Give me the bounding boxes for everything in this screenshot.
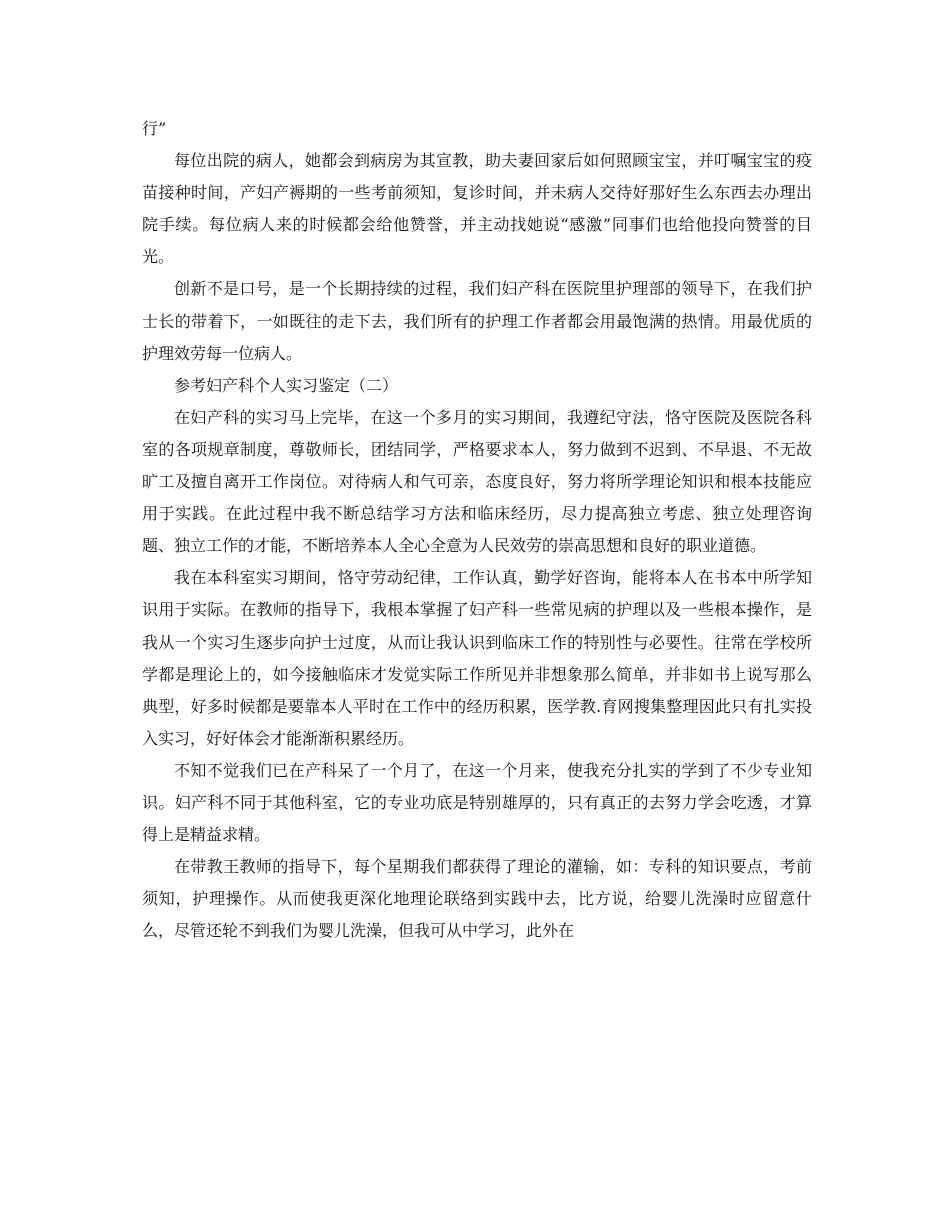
paragraph: 创新不是口号，是一个长期持续的过程，我们妇产科在医院里护理部的领导下，在我们护士长的带着下，一如既往的走下去，我们所有的护理工作者都会用最饱满的热情。用最优质的护理效劳每一位病人。 (142, 279, 812, 363)
paragraph: 每位出院的病人，她都会到病房为其宣教，助夫妻回家后如何照顾宝宝，并叮嘱宝宝的疫苗接种时间，产妇产褥期的一些考前须知，复诊时间，并未病人交待好那好生么东西去办理出院手续。每位病人来的时候都会给他赞誉，并主动找她说“感激”同事们也给他投向赞誉的目光。 (142, 151, 812, 267)
paragraph-continuation: 行” (142, 119, 167, 138)
paragraph: 在妇产科的实习马上完毕，在这一个多月的实习期间，我遵纪守法，恪守医院及医院各科室的各项规章制度，尊敬师长，团结同学，严格要求本人，努力做到不迟到、不早退、不无故旷工及擅自离开工作岗位。对待病人和气可亲，态度良好，努力将所学理论知识和根本技能应用于实践。在此过程中我不断总结学习方法和临床经历，尽力提高独立考虑、独立处理咨询题、独立工作的才能，不断培养本人全心全意为人民效劳的崇高思想和良好的职业道德。 (142, 407, 812, 556)
document-body (142, 113, 812, 947)
paragraph: 在带教王教师的指导下，每个星期我们都获得了理论的灌输，如：专科的知识要点，考前须知，护理操作。从而使我更深化地理论联络到实践中去，比方说，给婴儿洗澡时应留意什么，尽管还轮不到我们为婴儿洗澡，但我可从中学习，此外在 (142, 857, 812, 941)
paragraph: 不知不觉我们已在产科呆了一个月了，在这一个月来，使我充分扎实的学到了不少专业知识。妇产科不同于其他科室，它的专业功底是特别雄厚的，只有真正的去努力学会吃透，才算得上是精益求精。 (142, 760, 812, 845)
paragraph: 我在本科室实习期间，恪守劳动纪律，工作认真，勤学好咨询，能将本人在书本中所学知识用于实际。在教师的指导下，我根本掌握了妇产科一些常见病的护理以及一些根本操作，是我从一个实习生逐步向护士过度，从而让我认识到临床工作的特别性与必要性。往常在学校所学都是理论上的，如今接触临床才发觉实际工作所见并非想象那么简单，并非如书上说写那么典型，好多时候都是要靠本人平时在工作中的经历积累，医学教.育网搜集整理因此只有扎实投入实习，好好体会才能渐渐积累经历。 (142, 568, 812, 748)
section-heading: 参考妇产科个人实习鉴定（二） (174, 375, 399, 395)
